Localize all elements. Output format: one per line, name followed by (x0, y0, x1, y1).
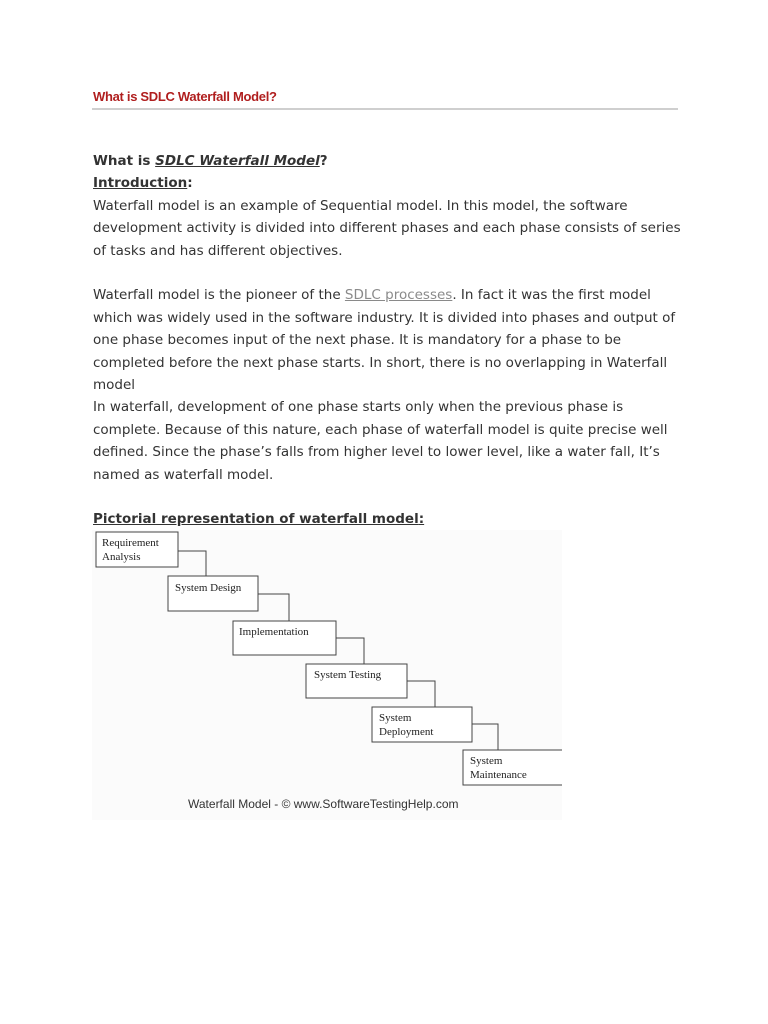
pictorial-label: Pictorial representation of waterfall model (93, 511, 419, 528)
phase-box-implementation (233, 621, 336, 655)
paragraph-waterfall: In waterfall, development of one phase starts only when the previous phase is complete. Because of this nature, each phase of waterfall model is quite precise well defined. Since the phase’s falls from higher level to lower level, like a water fall, It’s named as waterfall model. (93, 399, 668, 483)
phase-box-requirement-analysis (96, 532, 178, 567)
phase-label-line1: System (379, 712, 412, 724)
phase-label-line2: Maintenance (470, 769, 527, 781)
title-divider (92, 108, 678, 110)
phase-box-system-design (168, 576, 258, 611)
phase-label-line1: System Testing (314, 669, 382, 681)
phase-box-system-testing (306, 664, 407, 698)
article-heading (93, 150, 683, 172)
phase-label-line1: Requirement (102, 537, 159, 549)
phase-label-line1: System (470, 755, 503, 767)
paragraph-intro: Waterfall model is an example of Sequential model. In this model, the software development activity is divided into different phases and each phase consists of series of tasks and has different objectives. (93, 197, 681, 259)
phase-label-line1: Implementation (239, 626, 309, 638)
phase-box-system-maintenance (463, 750, 562, 785)
phase-label-line2: Analysis (102, 551, 141, 563)
paragraph-spacer (93, 262, 683, 284)
page-title: What is SDLC Waterfall Model? (93, 89, 277, 104)
heading-emphasis: SDLC Waterfall Model (155, 153, 320, 169)
phase-box-system-deployment (372, 707, 472, 742)
pioneer-text-before: Waterfall model is the pioneer of the (93, 287, 345, 304)
sdlc-processes-link[interactable]: SDLC processes (344, 287, 453, 304)
paragraph-pioneer (93, 284, 683, 396)
pictorial-colon: : (418, 511, 425, 528)
phase-label-line1: System Design (175, 582, 242, 594)
paragraph-spacer (93, 486, 683, 508)
intro-colon: : (187, 175, 193, 192)
phase-label-line2: Deployment (379, 726, 434, 738)
pioneer-text-after: . In fact it was the first model which was widely used in the software industry. It is divided into phases and output of one phase becomes input of the next phase. It is mandatory for a phase to be completed before the next phase starts. In short, there is no overlapping in Waterfall model (93, 287, 676, 394)
heading-prefix: What is (93, 153, 156, 169)
waterfall-diagram (92, 530, 562, 820)
pictorial-heading (93, 508, 683, 530)
intro-heading (93, 172, 683, 194)
intro-label: Introduction (93, 175, 188, 192)
article-body (93, 150, 683, 531)
diagram-caption: Waterfall Model - © www.SoftwareTestingHelp.com (188, 797, 459, 811)
heading-suffix: ? (319, 153, 328, 169)
